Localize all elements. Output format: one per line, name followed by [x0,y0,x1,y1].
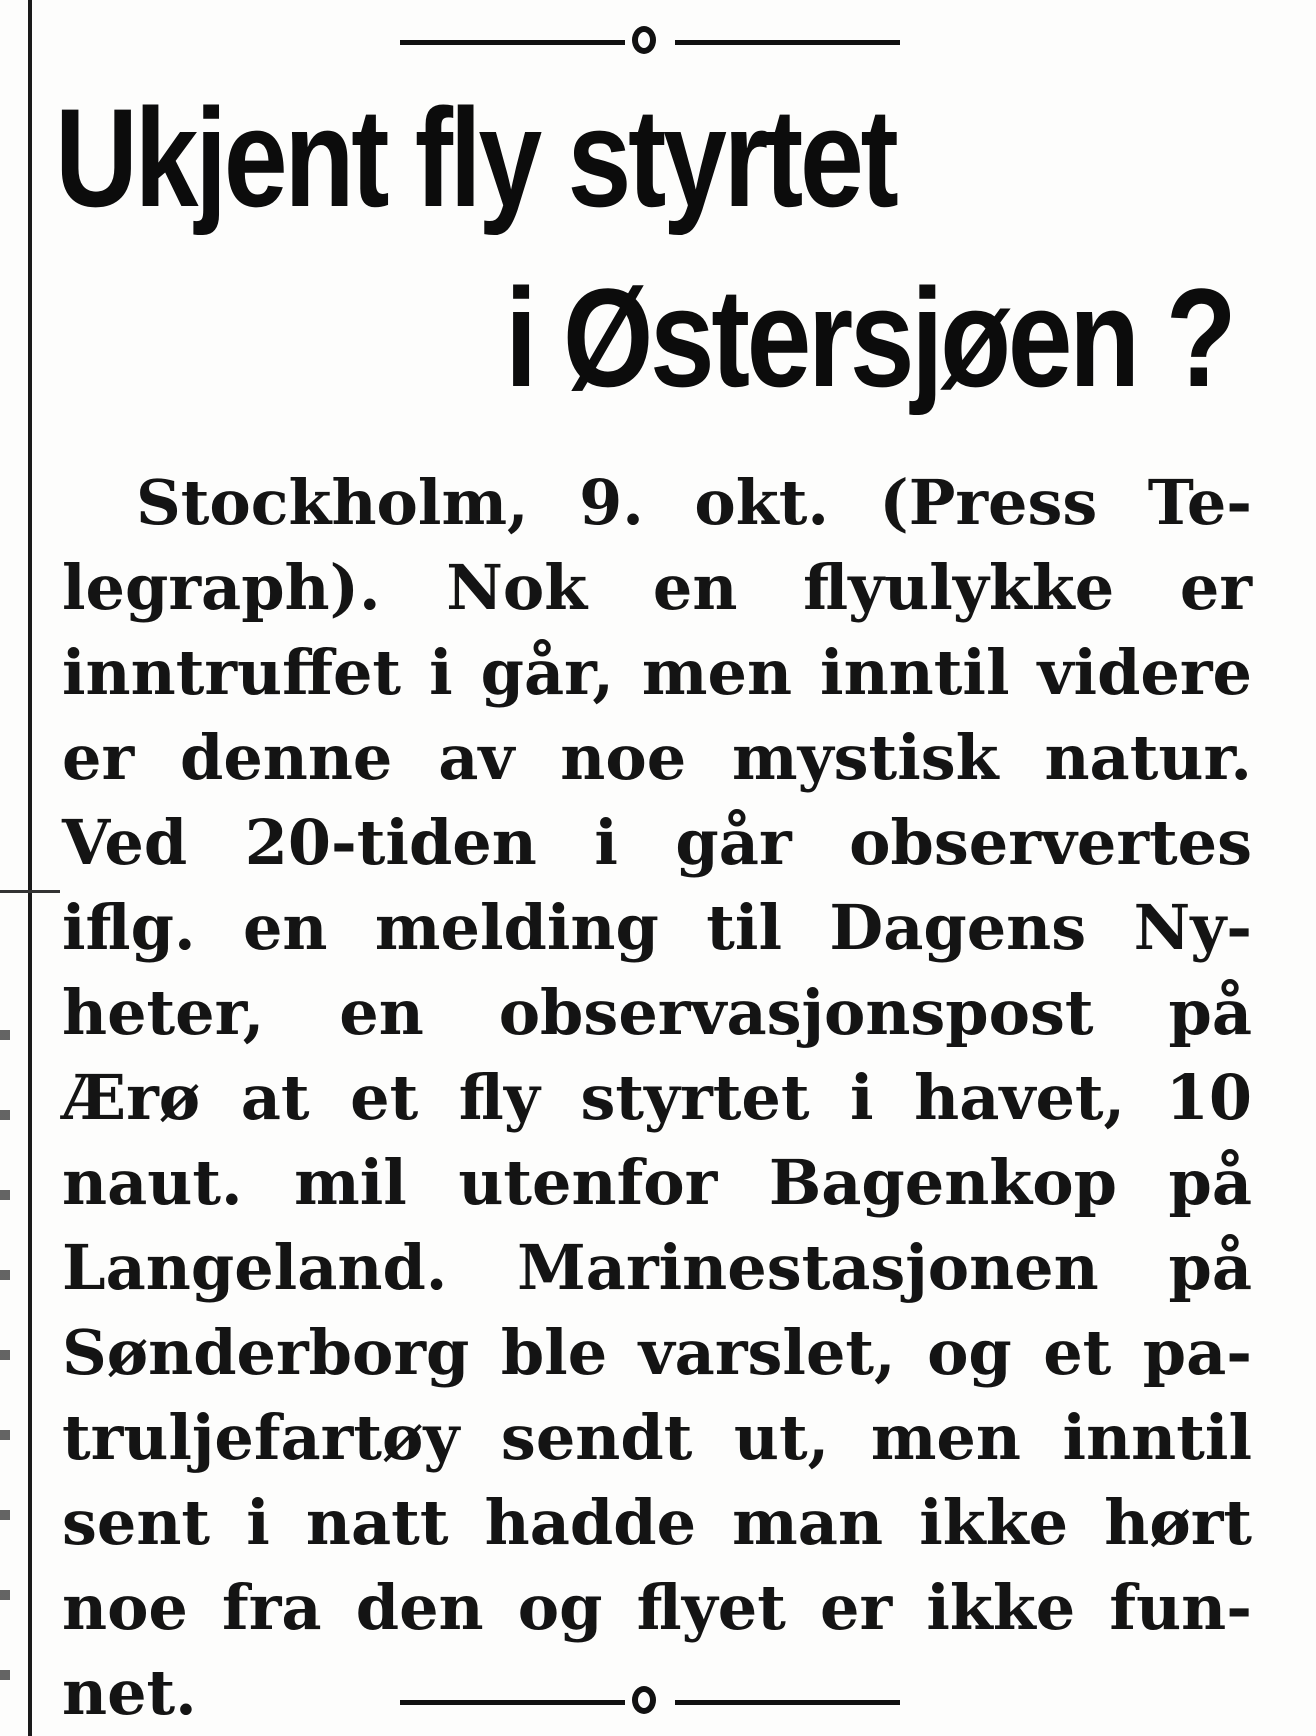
ornament-line-left [400,1700,625,1705]
article-line: Sønderborg ble varslet, og et pa- [62,1316,1252,1389]
article-line: sent i natt hadde man ikke hørt [62,1486,1252,1559]
article-line: net. [62,1656,197,1729]
article-line: heter, en observasjonspost på [62,976,1252,1049]
column-rule [28,0,32,1736]
headline-line-1: Ukjent fly styrtet [55,79,896,236]
article-body [62,460,1252,1735]
article-line: naut. mil utenfor Bagenkop på [62,1146,1252,1219]
ornament-ring-icon [632,1686,656,1714]
article-line: er denne av noe mystisk natur. [62,721,1252,794]
bottom-ornament-divider [400,1682,900,1722]
ornament-line-left [400,40,625,45]
article-line: Stockholm, 9. okt. (Press Te- [136,466,1252,539]
stray-rule-mark [0,890,60,893]
article-line: Ærø at et fly styrtet i havet, 10 [62,1061,1252,1134]
adjacent-column-edge [0,960,10,1700]
top-ornament-divider [400,22,900,62]
headline-line-2: i Østersjøen ? [505,259,1234,416]
ornament-line-right [675,40,900,45]
article-line: Langeland. Marinestasjonen på [62,1231,1252,1304]
article-line: legraph). Nok en flyulykke er [62,551,1252,624]
ornament-ring-icon [632,26,656,54]
article-line: inntruffet i går, men inntil videre [62,636,1252,709]
ornament-line-right [675,1700,900,1705]
article-line: noe fra den og flyet er ikke fun- [62,1571,1252,1644]
article-line: truljefartøy sendt ut, men inntil [62,1401,1252,1474]
article-line: iflg. en melding til Dagens Ny- [62,891,1252,964]
article-line: Ved 20-tiden i går observertes [62,806,1252,879]
